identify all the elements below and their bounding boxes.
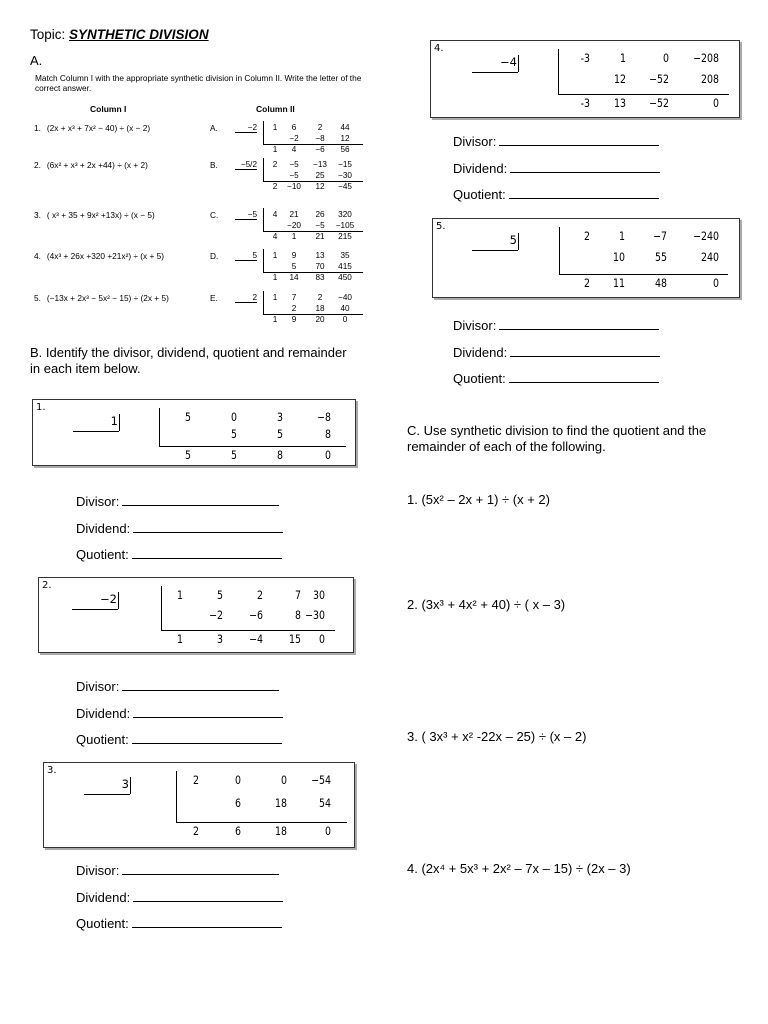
option-cell: 26 xyxy=(315,210,325,219)
option-cell: 13 xyxy=(315,251,325,260)
option-letter: E. xyxy=(210,293,218,303)
dividend-field xyxy=(76,520,283,536)
box-cell-bottom: 18 xyxy=(274,823,287,838)
box-cell-top: 1 xyxy=(618,229,625,243)
topic-line xyxy=(30,27,209,42)
box-cell-top: 2 xyxy=(583,229,590,243)
box-cell-top: 0 xyxy=(230,410,237,424)
section-c-problem: 2. (3x³ + 4x² + 40) ÷ ( x – 3) xyxy=(407,597,566,612)
box-cell-bottom: 13 xyxy=(613,96,626,111)
column-1-expression xyxy=(34,160,148,170)
option-cell: −5 xyxy=(289,171,299,180)
option-cell: 21 xyxy=(289,210,299,219)
option-cell: 4 xyxy=(272,210,278,219)
box-cell-mid: 55 xyxy=(654,250,667,265)
expression-text: (4x³ + 26x +320 +21x²) ÷ (x + 5) xyxy=(46,251,164,261)
divisor-field xyxy=(76,678,279,694)
option-cell: 4 xyxy=(291,145,297,154)
option-cell: 21 xyxy=(315,232,325,241)
box-cell-bottom: 5 xyxy=(230,448,237,462)
box-cell-top: 7 xyxy=(294,588,301,602)
synthetic-division-box xyxy=(38,577,354,653)
option-cell: 1 xyxy=(291,232,297,241)
dividend-field xyxy=(453,344,660,360)
option-cell: −8 xyxy=(315,134,325,143)
expression-text: ( x³ + 35 + 9x² +13x) ÷ (x − 5) xyxy=(46,210,155,220)
divisor-field xyxy=(76,862,279,878)
box-cell-bottom: 3 xyxy=(216,632,223,646)
option-cell: 1 xyxy=(272,293,278,302)
quotient-answer-blank[interactable] xyxy=(509,186,659,199)
column-1-header: Column I xyxy=(90,104,127,114)
option-cell: 83 xyxy=(315,273,325,282)
section-c-problem: 3. ( 3x³ + x² -22x – 25) ÷ (x – 2) xyxy=(407,729,587,744)
box-cell-bottom: 1 xyxy=(176,632,183,646)
box-cell-bottom: −4 xyxy=(249,632,263,646)
option-letter: B. xyxy=(210,160,218,170)
section-a-instruction: Match Column I with the appropriate synthetic division in Column II. Write the letter of the correct answer. xyxy=(35,73,362,93)
box-cell-mid: 18 xyxy=(274,796,287,811)
box-cell-bottom: 0 xyxy=(324,448,331,462)
box-cell-mid: 10 xyxy=(612,250,625,265)
box-cell-top: −240 xyxy=(693,229,719,243)
divisor-label: Divisor: xyxy=(453,134,497,149)
option-cell: −6 xyxy=(315,145,325,154)
option-cell: −15 xyxy=(338,160,352,169)
quotient-answer-blank[interactable] xyxy=(132,731,282,744)
topic-title: SYNTHETIC DIVISION xyxy=(69,27,209,42)
dividend-label: Dividend: xyxy=(76,521,131,536)
box-cell-bottom: 48 xyxy=(654,275,667,290)
box-cell-top: 1 xyxy=(176,588,183,602)
sum-rule xyxy=(161,630,335,631)
option-bracket xyxy=(263,249,264,273)
box-divisor: 1 xyxy=(110,414,118,428)
divisor-answer-blank[interactable] xyxy=(499,317,659,330)
divisor-underline xyxy=(84,794,130,795)
dividend-answer-blank[interactable] xyxy=(133,520,283,533)
item-number: 1. xyxy=(34,123,41,133)
option-cell: −45 xyxy=(338,182,352,191)
synthetic-division-box xyxy=(432,218,740,298)
column-1-expression xyxy=(34,251,164,261)
divisor-answer-blank[interactable] xyxy=(499,133,659,146)
box-cell-mid: 208 xyxy=(700,71,719,86)
section-b-instruction: B. Identify the divisor, dividend, quotient and remainder in each item below. xyxy=(30,345,347,376)
option-cell: 5 xyxy=(291,262,297,271)
option-cell: 2 xyxy=(272,182,278,191)
quotient-field xyxy=(76,915,282,931)
section-c-problem: 1. (5x² – 2x + 1) ÷ (x + 2) xyxy=(407,492,550,507)
box-cell-bottom: −52 xyxy=(649,96,669,111)
sum-rule xyxy=(176,822,347,823)
column-2-header: Column II xyxy=(256,104,295,114)
divisor-field xyxy=(453,133,659,149)
quotient-field xyxy=(453,370,659,386)
dividend-answer-blank[interactable] xyxy=(133,705,283,718)
option-cell: −2 xyxy=(289,134,299,143)
option-cell: 44 xyxy=(340,123,350,132)
section-a-label: A. xyxy=(30,53,43,68)
option-cell: 35 xyxy=(340,251,350,260)
option-bracket xyxy=(263,158,264,182)
option-divisor: −5 xyxy=(235,210,257,220)
option-cell: −5 xyxy=(289,160,299,169)
box-cell-top: −7 xyxy=(653,229,667,243)
option-cell: 415 xyxy=(338,262,352,271)
divisor-label: Divisor: xyxy=(76,863,120,878)
box-cell-bottom: 0 xyxy=(318,632,325,646)
box-cell-mid: −2 xyxy=(209,608,223,622)
quotient-field xyxy=(453,186,659,202)
box-number: 3. xyxy=(47,765,57,776)
quotient-field xyxy=(76,731,282,747)
sum-rule xyxy=(159,446,346,447)
box-cell-mid: −6 xyxy=(249,608,263,622)
dividend-field xyxy=(76,705,283,721)
dividend-label: Dividend: xyxy=(453,345,508,360)
quotient-label: Quotient: xyxy=(453,371,506,386)
option-cell: 9 xyxy=(291,315,297,324)
option-cell: 450 xyxy=(338,273,352,282)
quotient-label: Quotient: xyxy=(453,187,506,202)
box-cell-bottom: 6 xyxy=(234,823,241,838)
option-cell: 1 xyxy=(272,315,278,324)
box-number: 1. xyxy=(36,402,46,413)
option-cell: 12 xyxy=(340,134,350,143)
divisor-answer-blank[interactable] xyxy=(122,862,279,875)
box-cell-mid: 8 xyxy=(324,427,331,441)
synthetic-division-box xyxy=(43,762,355,848)
box-cell-bottom: 2 xyxy=(192,823,199,838)
option-divisor: 5 xyxy=(235,251,257,261)
box-divisor: 5 xyxy=(509,233,517,247)
option-cell: −105 xyxy=(335,221,355,230)
option-divisor: −5/2 xyxy=(235,160,257,170)
sum-rule xyxy=(559,274,728,275)
option-cell: 20 xyxy=(315,315,325,324)
dividend-field xyxy=(453,160,660,176)
option-cell: −40 xyxy=(338,293,352,302)
divisor-bracket xyxy=(518,55,519,72)
box-number: 2. xyxy=(42,580,52,591)
expression-text: (−13x + 2x³ − 5x² − 15) ÷ (2x + 5) xyxy=(46,293,169,303)
divisor-bracket xyxy=(130,777,131,794)
box-cell-bottom: 11 xyxy=(612,275,625,290)
option-divisor: 2 xyxy=(235,293,257,303)
box-cell-mid: 5 xyxy=(276,427,283,441)
synthetic-division-box xyxy=(430,40,740,118)
option-cell: 25 xyxy=(315,171,325,180)
box-divisor: −4 xyxy=(500,55,517,69)
box-cell-mid: 5 xyxy=(230,427,237,441)
option-cell: −20 xyxy=(287,221,301,230)
option-cell: 70 xyxy=(315,262,325,271)
divisor-bracket xyxy=(518,233,519,250)
option-cell: −10 xyxy=(287,182,301,191)
option-cell: −13 xyxy=(313,160,327,169)
box-cell-bottom: 8 xyxy=(276,448,283,462)
option-cell: 1 xyxy=(272,251,278,260)
divisor-underline xyxy=(72,609,118,610)
option-letter: A. xyxy=(210,123,218,133)
box-cell-bottom: -3 xyxy=(580,96,590,111)
box-cell-top: 3 xyxy=(276,410,283,424)
box-cell-mid: 12 xyxy=(613,71,626,86)
divisor-label: Divisor: xyxy=(76,679,120,694)
divisor-label: Divisor: xyxy=(453,318,497,333)
option-cell: 2 xyxy=(272,160,278,169)
box-cell-mid: 8 xyxy=(294,608,301,622)
option-cell: 7 xyxy=(291,293,297,302)
section-c-problem: 4. (2x⁴ + 5x³ + 2x² – 7x – 15) ÷ (2x – 3) xyxy=(407,861,631,876)
option-cell: 9 xyxy=(291,251,297,260)
option-cell: 6 xyxy=(291,123,297,132)
column-1-expression xyxy=(34,123,150,133)
option-cell: 18 xyxy=(315,304,325,313)
box-cell-top: −208 xyxy=(693,51,719,65)
dividend-answer-blank[interactable] xyxy=(510,160,660,173)
option-cell: 1 xyxy=(272,273,278,282)
option-cell: 12 xyxy=(315,182,325,191)
section-c-instruction: C. Use synthetic division to find the quotient and the remainder of each of the following. xyxy=(407,423,707,454)
option-cell: 56 xyxy=(340,145,350,154)
item-number: 5. xyxy=(34,293,41,303)
option-cell: −5 xyxy=(315,221,325,230)
option-cell: 2 xyxy=(291,304,297,313)
box-divisor: −2 xyxy=(100,592,117,606)
option-bracket xyxy=(263,121,264,145)
box-cell-top: 0 xyxy=(234,773,241,787)
expression-text: (2x + x³ + 7x² − 40) ÷ (x − 2) xyxy=(46,123,151,133)
box-cell-bottom: 0 xyxy=(712,275,719,290)
box-cell-bottom: 5 xyxy=(184,448,191,462)
box-cell-bottom: 15 xyxy=(288,632,301,646)
dividend-answer-blank[interactable] xyxy=(510,344,660,357)
box-cell-mid: −30 xyxy=(305,608,325,622)
option-cell: 14 xyxy=(289,273,299,282)
dividend-answer-blank[interactable] xyxy=(133,889,283,902)
box-cell-mid: −52 xyxy=(649,71,669,86)
divisor-underline xyxy=(73,431,119,432)
option-cell: 4 xyxy=(272,232,278,241)
option-cell: 0 xyxy=(342,315,348,324)
box-cell-top: 1 xyxy=(619,51,626,65)
item-number: 4. xyxy=(34,251,41,261)
option-bracket xyxy=(263,208,264,232)
column-1-expression xyxy=(34,210,155,220)
dividend-field xyxy=(76,889,283,905)
quotient-label: Quotient: xyxy=(76,547,129,562)
box-cell-top: −54 xyxy=(311,773,331,787)
box-cell-top: 0 xyxy=(280,773,287,787)
divisor-field xyxy=(453,317,659,333)
box-cell-top: −8 xyxy=(317,410,331,424)
box-cell-bottom: 2 xyxy=(583,275,590,290)
box-cell-bottom: 0 xyxy=(324,823,331,838)
option-divisor: −2 xyxy=(235,123,257,133)
box-cell-top: 5 xyxy=(216,588,223,602)
box-cell-mid: 54 xyxy=(318,796,331,811)
divisor-field xyxy=(76,493,279,509)
quotient-answer-blank[interactable] xyxy=(509,370,659,383)
option-cell: 320 xyxy=(338,210,352,219)
quotient-field xyxy=(76,546,282,562)
divisor-bracket xyxy=(119,414,120,431)
box-cell-bottom: 0 xyxy=(712,96,719,111)
expression-text: (6x² + x³ + 2x +44) ÷ (x + 2) xyxy=(46,160,148,170)
sum-rule xyxy=(558,94,729,95)
dividend-label: Dividend: xyxy=(76,890,131,905)
box-divisor: 3 xyxy=(121,777,129,791)
box-cell-top: -3 xyxy=(580,51,590,65)
box-cell-top: 2 xyxy=(192,773,199,787)
divisor-underline xyxy=(472,250,518,251)
quotient-label: Quotient: xyxy=(76,916,129,931)
option-cell: 2 xyxy=(317,293,323,302)
option-cell: 2 xyxy=(317,123,323,132)
dividend-label: Dividend: xyxy=(76,706,131,721)
option-cell: 1 xyxy=(272,123,278,132)
divisor-underline xyxy=(472,72,518,73)
box-cell-mid: 6 xyxy=(234,796,241,811)
box-cell-top: 0 xyxy=(662,51,669,65)
option-cell: 1 xyxy=(272,145,278,154)
column-1-expression xyxy=(34,293,169,303)
quotient-answer-blank[interactable] xyxy=(132,915,282,928)
divisor-label: Divisor: xyxy=(76,494,120,509)
option-cell: −30 xyxy=(338,171,352,180)
divisor-answer-blank[interactable] xyxy=(122,678,279,691)
box-number: 5. xyxy=(436,221,446,232)
box-cell-mid: 240 xyxy=(700,250,719,265)
quotient-answer-blank[interactable] xyxy=(132,546,282,559)
topic-prefix: Topic: xyxy=(30,27,66,42)
option-cell: 40 xyxy=(340,304,350,313)
quotient-label: Quotient: xyxy=(76,732,129,747)
item-number: 2. xyxy=(34,160,41,170)
divisor-answer-blank[interactable] xyxy=(122,493,279,506)
divisor-bracket xyxy=(118,592,119,609)
option-cell: 215 xyxy=(338,232,352,241)
box-cell-top: 30 xyxy=(312,588,325,602)
box-cell-top: 2 xyxy=(256,588,263,602)
synthetic-division-box xyxy=(32,399,356,466)
option-letter: C. xyxy=(210,210,219,220)
dividend-label: Dividend: xyxy=(453,161,508,176)
option-bracket xyxy=(263,291,264,315)
box-cell-top: 5 xyxy=(184,410,191,424)
box-number: 4. xyxy=(434,43,444,54)
item-number: 3. xyxy=(34,210,41,220)
option-letter: D. xyxy=(210,251,219,261)
